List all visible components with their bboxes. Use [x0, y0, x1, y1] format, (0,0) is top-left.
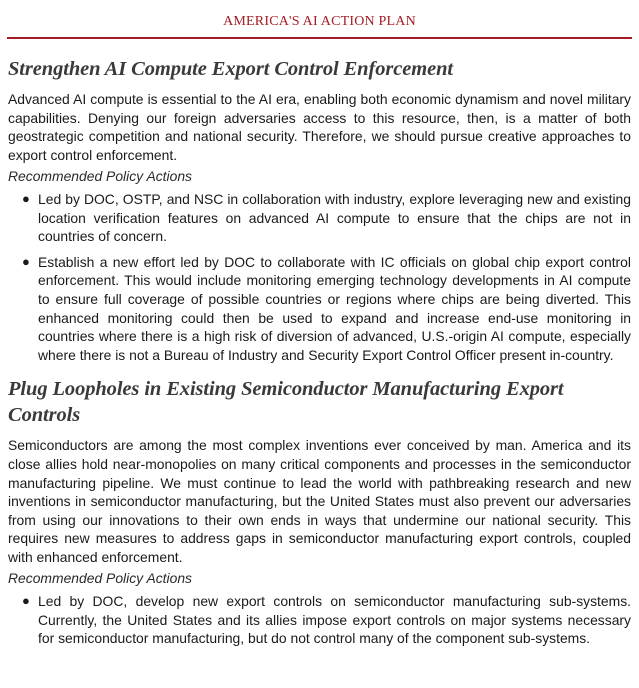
page-header: AMERICA'S AI ACTION PLAN [223, 14, 416, 29]
list-item [8, 253, 631, 365]
bullet-icon: ● [22, 190, 30, 206]
bullet-icon: ● [22, 253, 30, 269]
section-title: Plug Loopholes in Existing Semiconductor Manufacturing Export Controls [8, 378, 564, 427]
header-divider [7, 37, 632, 39]
action-text: Led by DOC, develop new export controls on semiconductor manufacturing sub-systems. Currently, the United States and its allies impose export controls on major systems necessary for semiconductor manufacturing, but do not control many of the component sub-systems. [38, 593, 631, 647]
action-text: Establish a new effort led by DOC to collaborate with IC officials on global chip export control enforcement. This would include monitoring emerging technology developments in AI compute to ensure full coverage of possible countries or regions where chips are being diverted. This enhanced monitoring could then be used to expand and increase end-use monitoring in countries where there is a high risk of diversion of advanced, U.S.-origin AI compute, especially where there is not a Bureau of Industry and Security Export Control Officer present in-country. [38, 253, 631, 363]
action-text: Led by DOC, OSTP, and NSC in collaboration with industry, explore leveraging new and existing location verification features on advanced AI compute to ensure that the chips are not in countries of concern. [38, 190, 631, 245]
page-content [8, 56, 631, 655]
list-item [8, 190, 631, 246]
section-semiconductor-export-control [8, 376, 631, 648]
section-compute-export-control [8, 56, 631, 364]
list-item [8, 592, 631, 648]
section-title: Strengthen AI Compute Export Control Enforcement [8, 58, 453, 80]
section-paragraph: Advanced AI compute is essential to the AI era, enabling both economic dynamism and novel military capabilities. Denying our foreign adversaries access to this resource, then, is a matter of both geostrategic competition and national security. Therefore, we should pursue creative approaches to export control enforcement. [8, 91, 631, 163]
actions-heading: Recommended Policy Actions [8, 570, 193, 587]
action-list [8, 190, 631, 364]
action-list [8, 592, 631, 648]
section-paragraph: Semiconductors are among the most complex inventions ever conceived by man. America and its close allies hold near-monopolies on many critical components and processes in the semiconductor manufacturing pipeline. We must continue to lead the world with pathbreaking research and new inventions in semiconductor manufacturing, but the United States must also prevent our adversaries from using our innovations to their own ends in ways that undermine our national security. This requires new measures to address gaps in semiconductor manufacturing export controls, coupled with enhanced enforcement. [8, 437, 631, 565]
bullet-icon: ● [22, 593, 30, 609]
actions-heading: Recommended Policy Actions [8, 168, 193, 185]
